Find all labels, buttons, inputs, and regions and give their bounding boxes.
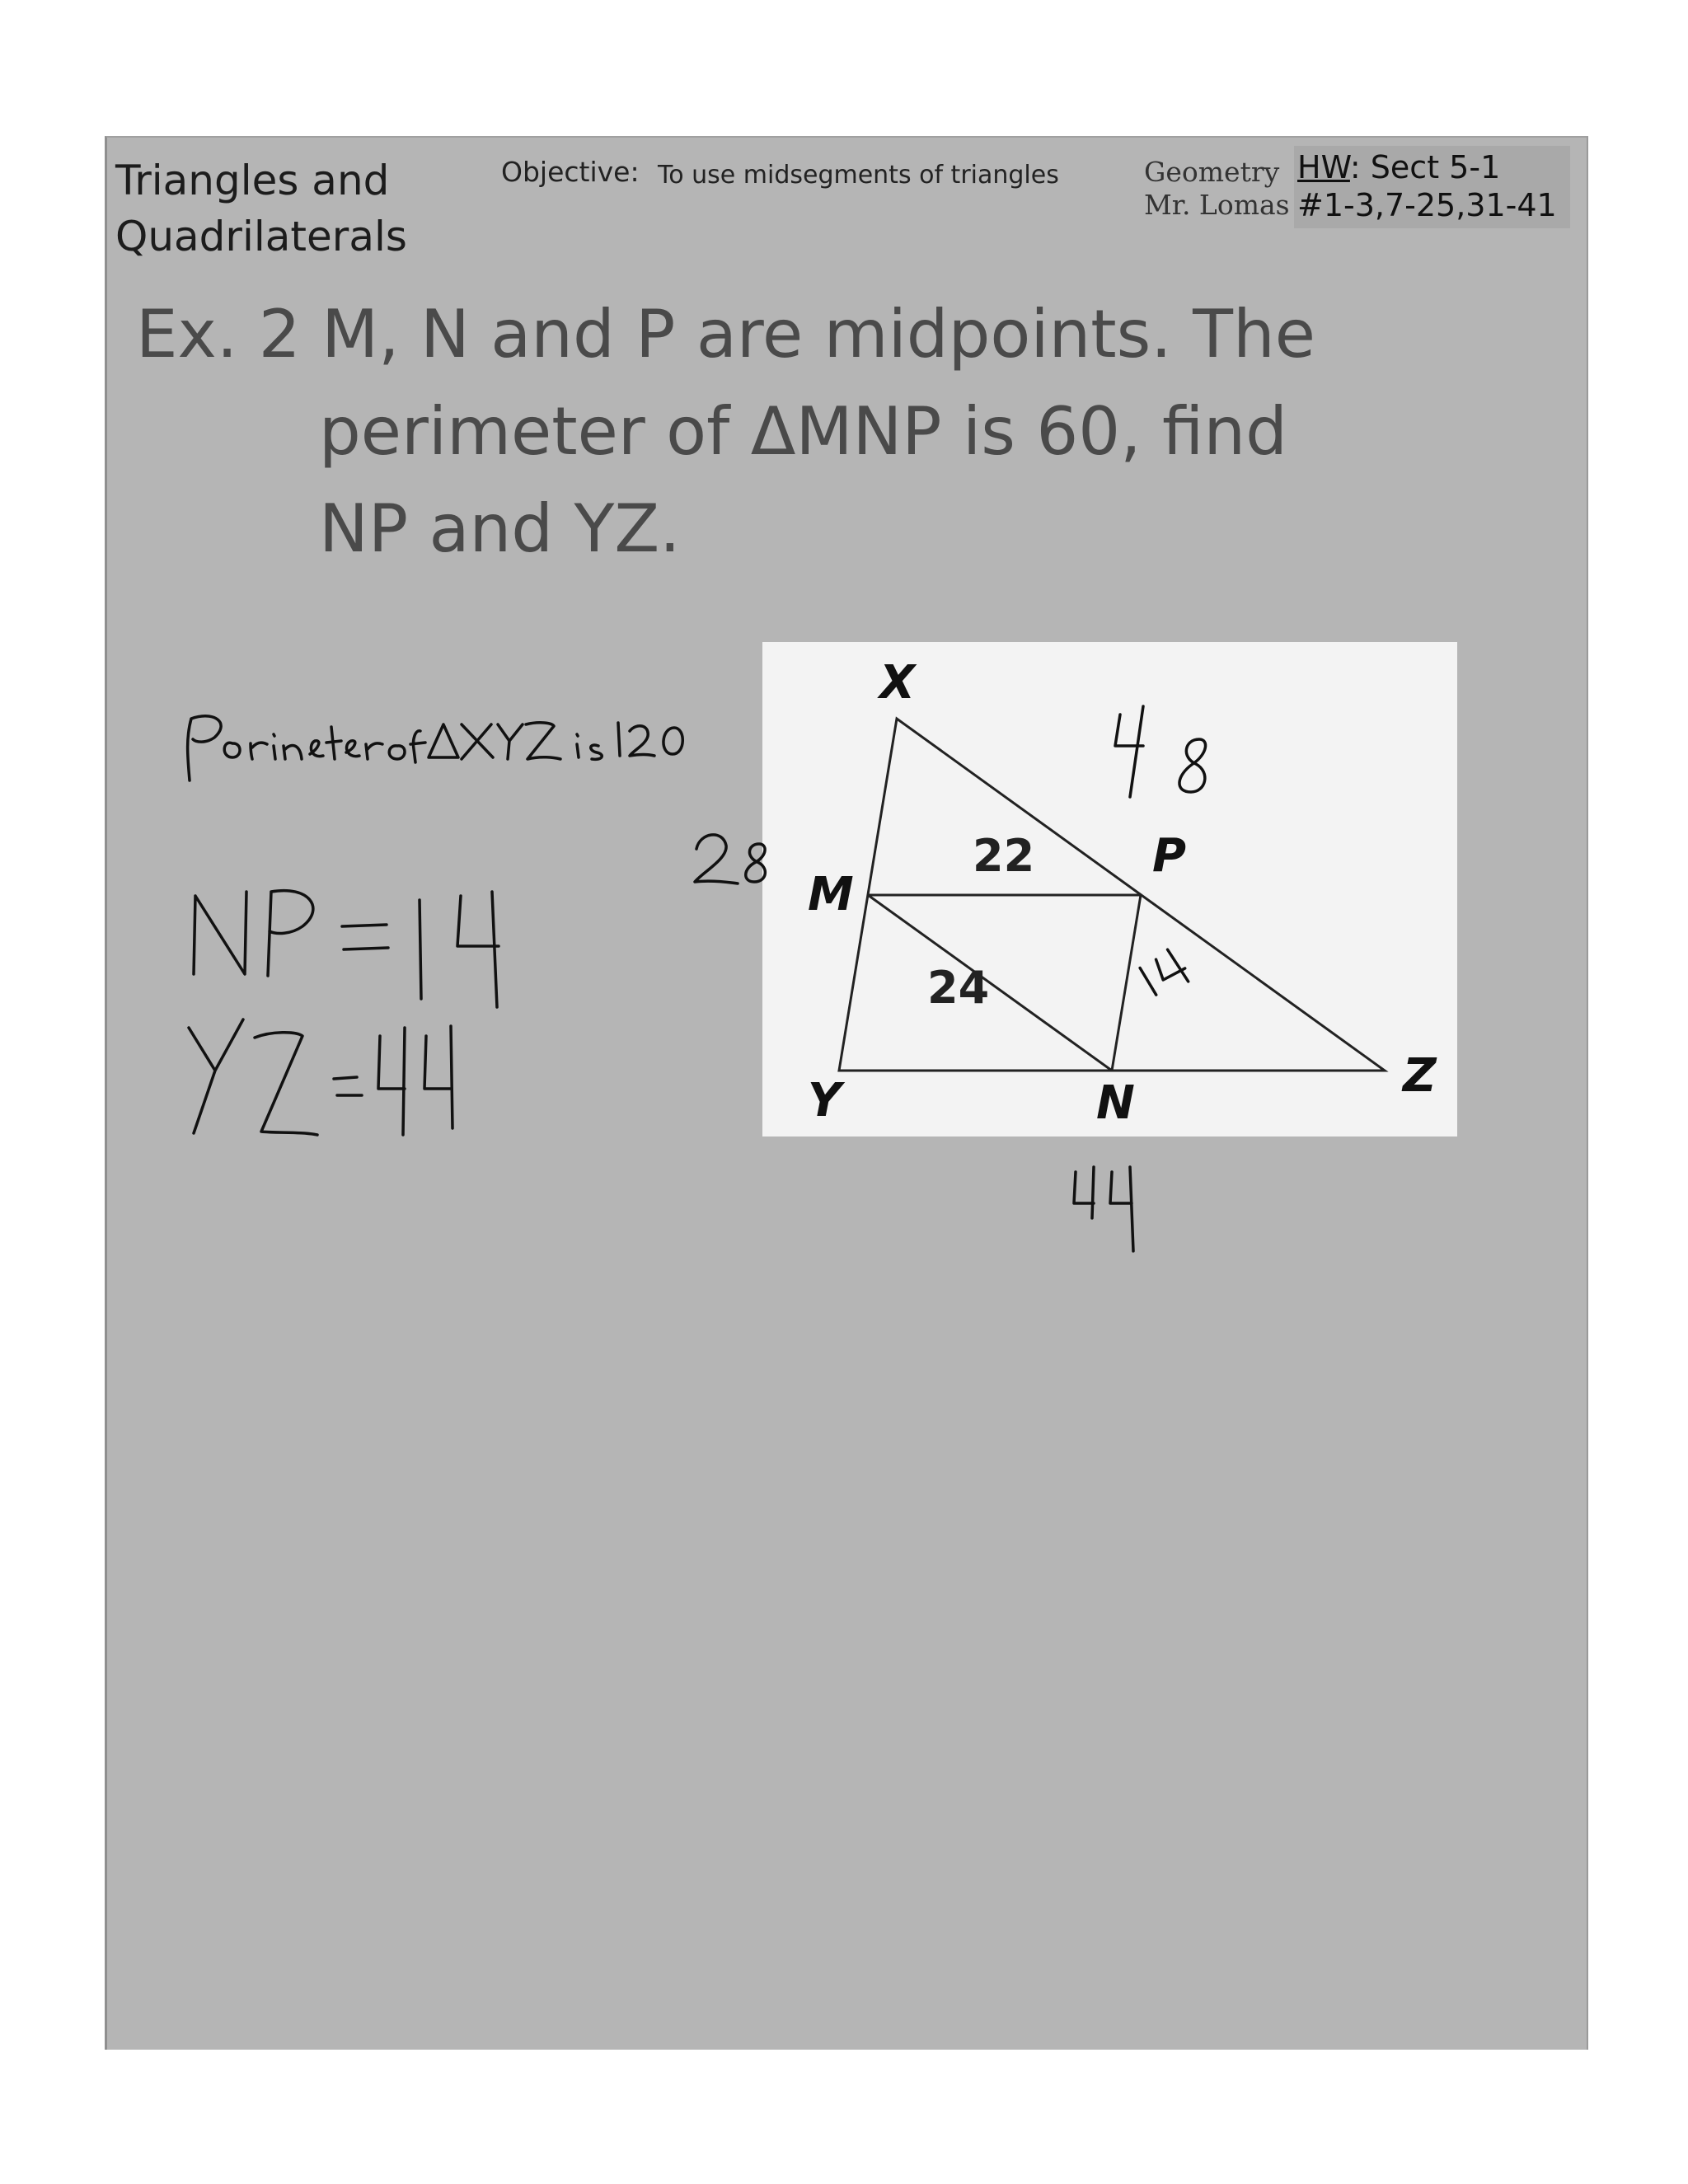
vertex-label-n: N: [1096, 1076, 1135, 1130]
problem-statement: [136, 286, 1315, 578]
problem-line3: NP and YZ.: [319, 490, 681, 567]
midsegment-np: [1112, 895, 1141, 1071]
vertex-label-x: X: [879, 656, 916, 710]
teacher-name: Mr. Lomas: [1144, 189, 1290, 221]
handwritten-perimeter-note: [188, 716, 683, 780]
homework-label: HW: [1297, 149, 1350, 185]
handwritten-xy-value: [695, 835, 765, 883]
segment-mp-length: 22: [973, 830, 1035, 882]
triangle-figure: [762, 642, 1457, 1137]
handwritten-np-answer: [194, 891, 499, 1007]
vertex-label-p: P: [1152, 829, 1187, 883]
objective-label: Objective:: [501, 156, 640, 188]
homework-problems: #1-3,7-25,31-41: [1297, 187, 1557, 223]
course-name: Geometry: [1144, 156, 1280, 188]
unit-title: [115, 152, 407, 265]
handwritten-yz-value: [1074, 1167, 1133, 1251]
handwritten-yz-answer: [189, 1019, 452, 1135]
objective-text: To use midsegments of triangles: [658, 161, 1059, 190]
vertex-label-y: Y: [808, 1074, 842, 1127]
unit-title-line2: Quadrilaterals: [115, 213, 407, 260]
problem-line2: perimeter of ΔMNP is 60, find: [319, 393, 1287, 470]
problem-line1: Ex. 2 M, N and P are midpoints. The: [136, 296, 1315, 373]
midsegment-mn: [868, 895, 1112, 1071]
vertex-label-z: Z: [1403, 1049, 1437, 1103]
homework-section: [1297, 149, 1500, 185]
unit-title-line1: Triangles and: [115, 157, 390, 204]
triangle-diagram: [762, 642, 1457, 1137]
segment-mn-length: 24: [927, 962, 990, 1014]
slide-page: [105, 136, 1588, 2050]
course-info: [1144, 156, 1290, 222]
vertex-label-m: M: [808, 868, 854, 921]
homework-section-text: : Sect 5-1: [1349, 149, 1501, 185]
